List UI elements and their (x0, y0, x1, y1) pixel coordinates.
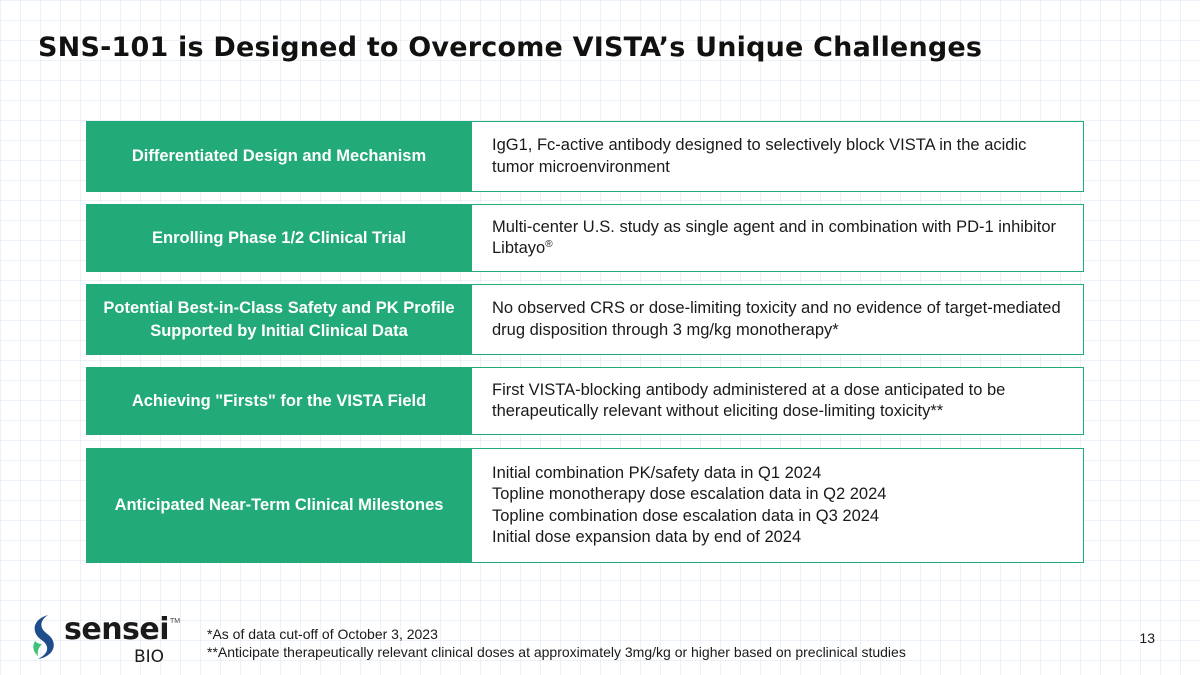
page-number: 13 (1139, 630, 1155, 646)
row-description (472, 367, 1084, 435)
sensei-bio-logo (30, 614, 180, 668)
registered-mark: ® (545, 239, 553, 250)
row-description-text: No observed CRS or dose-limiting toxicity and no evidence of target-mediated drug disposition through 3 mg/kg monotherapy* (492, 299, 1061, 339)
logo-bio-text: BIO (134, 647, 165, 667)
logo-brand-text: sensei (64, 612, 170, 647)
row-description (472, 121, 1084, 192)
milestones-list (472, 448, 1084, 563)
milestone-item: Initial combination PK/safety data in Q1 2024 (492, 463, 822, 482)
logo-trademark: TM (170, 618, 181, 625)
row-label: Enrolling Phase 1/2 Clinical Trial (86, 204, 472, 272)
row-label: Potential Best-in-Class Safety and PK Profile Supported by Initial Clinical Data (86, 284, 472, 355)
footnote: **Anticipate therapeutically relevant clinical doses at approximately 3mg/kg or higher based on preclinical studies (207, 644, 906, 660)
milestone-item: Initial dose expansion data by end of 2024 (492, 528, 802, 546)
row-description-text: First VISTA-blocking antibody administered at a dose anticipated to be therapeutically relevant without eliciting dose-limiting toxicity** (492, 380, 1006, 420)
row-description-text: IgG1, Fc-active antibody designed to selectively block VISTA in the acidic tumor microenvironment (492, 136, 1027, 176)
row-description (472, 204, 1084, 272)
row-description-main: Multi-center U.S. study as single agent and in combination with PD-1 inhibitor Libtayo (492, 217, 1057, 257)
row-description (472, 284, 1084, 355)
sensei-logo-mark-icon (30, 614, 58, 660)
row-description-text (492, 217, 1063, 260)
challenge-row-milestones (86, 448, 1084, 563)
row-label: Differentiated Design and Mechanism (86, 121, 472, 192)
milestone-item: Topline combination dose escalation data in Q3 2024 (492, 506, 880, 525)
milestone-item: Topline monotherapy dose escalation data in Q2 2024 (492, 485, 887, 503)
challenge-row-design (86, 121, 1084, 192)
challenge-row-safety (86, 284, 1084, 355)
challenge-row-trial (86, 204, 1084, 272)
row-label: Achieving "Firsts" for the VISTA Field (86, 367, 472, 435)
footnotes (207, 625, 906, 661)
footnote: *As of data cut-off of October 3, 2023 (207, 626, 438, 642)
page-title: SNS-101 is Designed to Overcome VISTA’s Unique Challenges (38, 32, 983, 63)
challenge-row-firsts (86, 367, 1084, 435)
row-label: Anticipated Near-Term Clinical Milestones (86, 448, 472, 563)
